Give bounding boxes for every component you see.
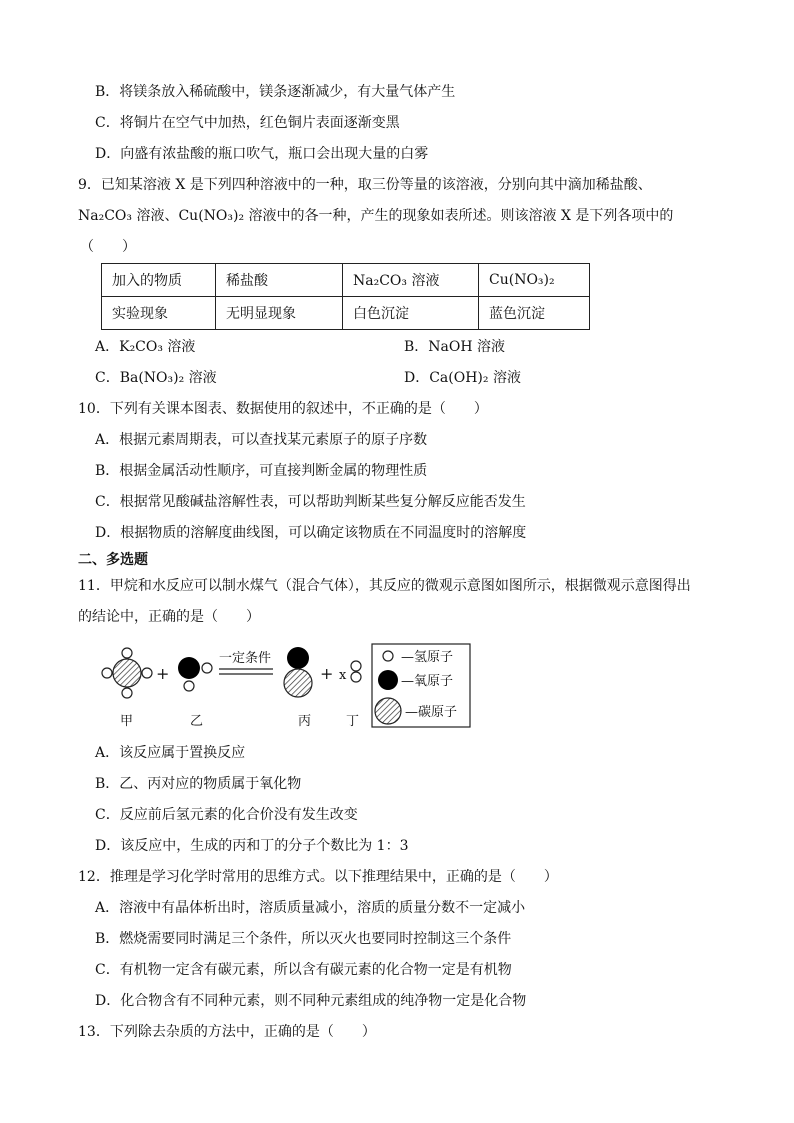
label-ding: 丁 (346, 714, 360, 729)
q10-option-b: B．根据金属活动性顺序，可直接判断金属的物理性质 (95, 463, 428, 479)
q12-option-c: C．有机物一定含有碳元素，所以含有碳元素的化合物一定是有机物 (95, 962, 512, 978)
q9-stem-line3: （ ） (80, 239, 136, 255)
table-cell: 稀盐酸 (216, 264, 343, 297)
q12-option-d: D．化合物含有不同种元素，则不同种元素组成的纯净物一定是化合物 (95, 993, 527, 1009)
label-jia: 甲 (120, 714, 134, 729)
q10-stem: 10．下列有关课本图表、数据使用的叙述中，不正确的是（ ） (78, 401, 488, 417)
coefficient-x: x (339, 668, 347, 683)
water-molecule (178, 657, 212, 691)
q9-option-b: B．NaOH 溶液 (404, 339, 506, 355)
label-yi: 乙 (190, 714, 204, 729)
q10-option-d: D．根据物质的溶解度曲线图，可以确定该物质在不同温度时的溶解度 (95, 525, 527, 541)
q8-option-d: D．向盛有浓盐酸的瓶口吹气，瓶口会出现大量的白雾 (95, 146, 429, 162)
methane-molecule (102, 648, 152, 698)
table-cell: 加入的物质 (102, 264, 216, 297)
reaction-diagram (95, 642, 475, 734)
plus-sign: + (156, 664, 170, 683)
legend-carbon: —碳原子 (405, 705, 458, 720)
q9-stem-line1: 9．已知某溶液 X 是下列四种溶液中的一种，取三份等量的该溶液，分别向其中滴加稀盐酸、 (78, 177, 652, 193)
q9-option-d: D．Ca(OH)₂ 溶液 (404, 370, 521, 386)
q9-option-c: C．Ba(NO₃)₂ 溶液 (95, 370, 217, 386)
legend (372, 644, 470, 727)
q11-option-c: C．反应前后氢元素的化合价没有发生改变 (95, 807, 358, 823)
reaction-condition: 一定条件 (219, 651, 272, 666)
q10-option-a: A．根据元素周期表，可以查找某元素原子的原子序数 (95, 432, 428, 448)
q12-option-a: A．溶液中有晶体析出时，溶质质量减小，溶质的质量分数不一定减小 (95, 900, 526, 916)
legend-hydrogen: —氢原子 (401, 650, 454, 665)
oxygen-atom-icon (378, 670, 398, 690)
legend-oxygen: —氧原子 (401, 674, 454, 689)
q11-option-b: B．乙、丙对应的物质属于氧化物 (95, 776, 302, 792)
table-cell: Na₂CO₃ 溶液 (343, 264, 479, 297)
section-heading: 二、多选题 (78, 552, 148, 568)
q11-option-d: D．该反应中，生成的丙和丁的分子个数比为 1：3 (95, 838, 409, 854)
plus-sign: + (320, 664, 334, 683)
table-cell: 实验现象 (102, 297, 216, 330)
carbon-monoxide-molecule (284, 647, 312, 697)
q9-option-a: A．K₂CO₃ 溶液 (95, 339, 196, 355)
table-row (102, 297, 590, 330)
hydrogen-atom-icon (383, 651, 393, 661)
q8-option-b: B．将镁条放入稀硫酸中，镁条逐渐减少，有大量气体产生 (95, 84, 456, 100)
q11-stem-line2: 的结论中，正确的是（ ） (78, 609, 260, 625)
hydrogen-molecule (351, 661, 361, 682)
table-cell: 白色沉淀 (343, 297, 479, 330)
q8-option-c: C．将铜片在空气中加热，红色铜片表面逐渐变黑 (95, 115, 400, 131)
q12-option-b: B．燃烧需要同时满足三个条件，所以灭火也要同时控制这三个条件 (95, 931, 512, 947)
table-cell: Cu(NO₃)₂ (479, 264, 590, 297)
q11-option-a: A．该反应属于置换反应 (95, 745, 246, 761)
table-cell: 蓝色沉淀 (479, 297, 590, 330)
carbon-atom-icon (375, 698, 401, 724)
q10-option-c: C．根据常见酸碱盐溶解性表，可以帮助判断某些复分解反应能否发生 (95, 494, 526, 510)
q9-stem-line2: Na₂CO₃ 溶液、Cu(NO₃)₂ 溶液中的各一种，产生的现象如表所述。则该溶液 X 是下列各项中的 (78, 208, 674, 224)
table-row (102, 264, 590, 297)
label-bing: 丙 (298, 714, 312, 729)
q11-stem-line1: 11．甲烷和水反应可以制水煤气（混合气体），其反应的微观示意图如图所示，根据微观示意图得出 (78, 578, 691, 594)
q13-stem: 13．下列除去杂质的方法中，正确的是（ ） (78, 1024, 376, 1040)
q12-stem: 12．推理是学习化学时常用的思维方式。以下推理结果中，正确的是（ ） (78, 869, 558, 885)
q9-table (101, 263, 590, 330)
table-cell: 无明显现象 (216, 297, 343, 330)
